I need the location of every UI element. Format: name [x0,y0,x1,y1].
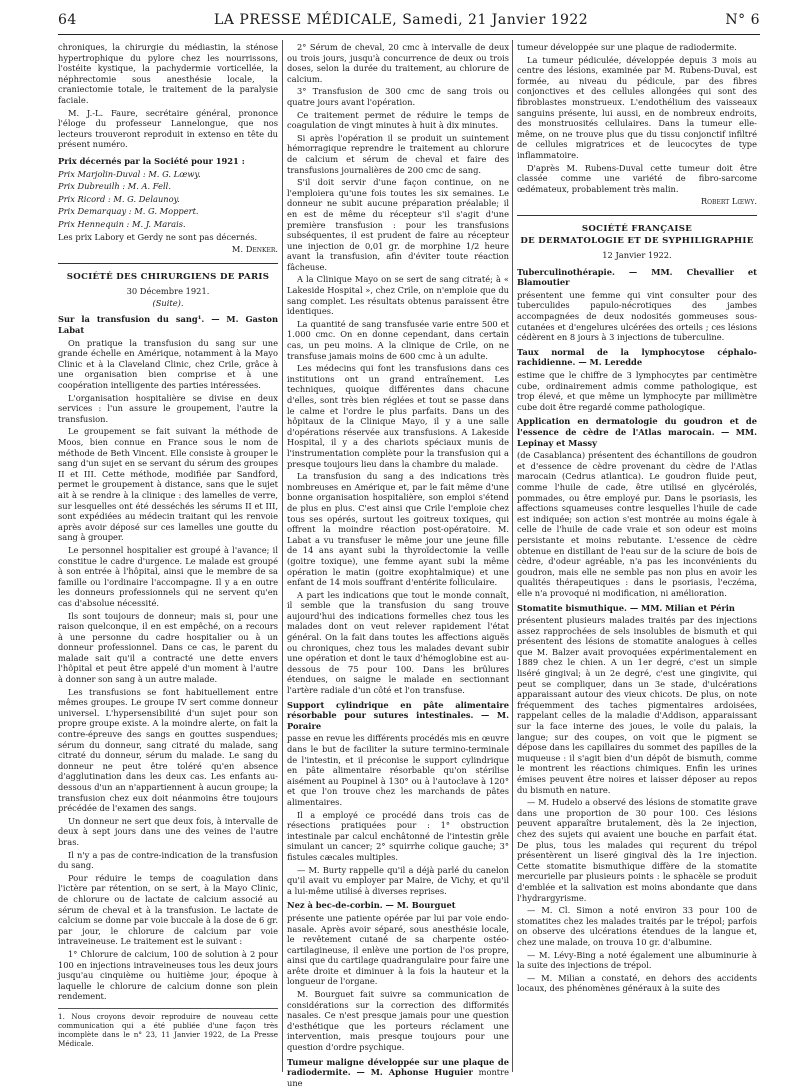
article-lead: Tumeur maligne développée sur une plaque de radiodermite. — M. Aphonse Huguier [287,1056,509,1078]
paragraph: Le personnel hospitalier est groupé à l'avance; il constitue le cadre d'urgence. Le malade est groupé à son entrée à l'hôpital, ainsi que le membre de sa famille ou l'ordinaire l'accompagne. Il y a en outre les donneurs professionnels qui ne servent qu'en cas d'absolue nécessité. [58,544,278,608]
prizes-title: Prix décernés par la Société pour 1921 : [58,155,245,166]
paragraph: — M. Milian a constaté, en dehors des accidents locaux, des phénomènes généraux à la suite des [517,972,757,994]
paragraph: L'organisation hospitalière se divise en deux services : l'un assure le groupement, l'autre la transfusion. [58,392,278,424]
paragraph: 2° Sérum de cheval, 20 cmc à intervalle de deux ou trois jours, jusqu'à concurrence de deux ou trois doses, selon la durée du traitement, au chlorure de calcium. [287,42,509,84]
article-lead: Support cylindrique en pâte alimentaire résorbable pour sutures intestinales. — M. Poraire [287,699,509,731]
paragraph: présente une patiente opérée par lui par voie endo-nasale. Après avoir séparé, sous anesthésie locale, le revêtement cutané de sa charpente ostéo-cartilagineuse, il enlève une portion de l'os propre, ainsi que du cartilage quadrangulaire pour faire une arête droite et diminuer à la fois la hauteur et la longueur de l'organe. [287,912,509,987]
paragraph: Si après l'opération il se produit un suintement hémorragique reprendre le traitement au chlorure de calcium et sérum de cheval et faire des transfusions journalières de 200 cmc de sang. [287,132,509,175]
signature: Robert Lœwy. [700,196,757,207]
paragraph: 3° Transfusion de 300 cmc de sang trois ou quatre jours avant l'opération. [287,86,509,107]
article-lead: Tuberculinothérapie. — MM. Chevallier et Blamoutier [517,266,757,288]
paragraph: Ce traitement permet de réduire le temps de coagulation de vingt minutes à huit à dix minutes. [287,109,509,131]
column-divider [282,40,283,1072]
paragraph: — M. Cl. Simon a noté environ 33 pour 100 de stomatites chez les malades traités par le trépol; parfois on observe des ulcérations étendues de la langue et, chez une malade, on trouva 10 gr. d'albumine. [517,905,757,947]
article-lead: Nez à bec-de-corbin. — M. Bourguet [287,900,456,911]
prize-item: Prix Dubreuilh : M. A. Fell. [58,181,171,192]
article-lead: Sur la transfusion du sang¹. — M. Gaston Labat [58,314,278,336]
article-lead: Stomatite bismuthique. — MM. Milian et Périn [517,602,735,613]
page-number: 64 [58,12,77,28]
column-divider [512,40,513,1072]
paragraph: On pratique la transfusion du sang sur une grande échelle en Amérique, notamment à la Mayo Clinic et à la Claveland Clinic, chez Crile, grâce à une organisation bien comprise et à une coopération intelligente des parties intéressées. [58,337,278,391]
article-lead: Application en dermatologie du goudron et de l'essence de cèdre de l'Atlas marocain. — MM. Lepinay et Massy [517,416,757,448]
paragraph: Le groupement se fait suivant la méthode de Moos, bien connue en France sous le nom de méthode de Beth Vincent. Elle consiste à grouper le sang d'un sujet en se servant du sérum des groupes II et III. Cette méthode, modifiée par Sandford, permet le groupement à distance, sans que le sujet ait à se rendre à la clinique : des lamelles de verre, sur lesquelles ont été desséchés les sérums II et III, sont expédiées au médecin traitant qui les renvoie après avoir déposé sur ces lamelles une goutte du sang à grouper. [58,426,278,543]
column-right [517,42,757,1074]
paragraph: (de Casablanca) présentent des échantillons de goudron et d'essence de cèdre provenant du cèdre de l'Atlas marocain (Cedrus atlantica). Le goudron fluide peut, comme l'huile de cade, être utilisé en glycérolés, pommades, ou être employé pur. Dans le psoriasis, les affections squameuses contre lesquelles l'huile de cade est indiquée; son action s'est montrée au moins égale à celle de l'huile de cade vraie et son odeur est moins persistante et moins rebutante. L'essence de cèdre obtenue en distillant de l'eau sur de la sciure de bois de cèdre, d'odeur agréable, n'a pas les inconvénients du goudron, mais elle ne semble pas non plus en avoir les qualités thérapeutiques : dans le psoriasis, l'eczéma, elle n'a provoqué ni modification, ni amélioration. [517,450,757,598]
society-title: SOCIÉTÉ FRANÇAISE [581,223,693,234]
paragraph: présentent une femme qui vint consulter pour des tuberculides papulo-nécrotiques des jambes accompagnées de deux nodosités gommeuses sous-cutanées et d'engelures ulcérées des orteils ; ces lésions cédèrent en 8 jours à 3 injections de tuberculine. [517,289,757,343]
paragraph: Les médecins qui font les transfusions dans ces institutions ont un grand entraînement. Les techniques, quoique différentes dans chacune d'elles, sont très bien réglées et tout se passe dans le calme et l'ordre le plus parfaits. Dans un des hôpitaux de la Clinique Mayo, il y a une salle d'opérations réservée aux transfusions. A Lakeside Hospital, il y a des chariots spéciaux munis de l'instrumentation complète pour la transfusion qui a presque toujours lieu dans la chambre du malade. [287,363,509,469]
paragraph: D'après M. Rubens-Duval cette tumeur doit être classée comme une variété de fibro-sarcome œdémateux, probablement très malin. [517,162,757,194]
paragraph: estime que le chiffre de 3 lymphocytes par centimètre cube, ordinairement admis comme pathologique, est trop élevé, et que même un lymphocyte par millimètre cube doit être regardé comme pathologique. [517,370,757,412]
journal-title: LA PRESSE MÉDICALE, Samedi, 21 Janvier 1922 [214,12,589,28]
prize-item: Les prix Labory et Gerdy ne sont pas décernés. [58,231,258,242]
paragraph: Les transfusions se font habituellement entre mêmes groupes. Le groupe IV sert comme donneur universel. L'hypersensibilité d'un sujet pour son propre groupe existe. A la moindre alerte, on fait la contre-épreuve des sangs en gouttes suspendues; sérum du donneur, sang citraté du malade, sang citraté du donneur, sérum du malade. Le sang du donneur ne peut être toléré qu'en absence d'agglutination dans les deux cas. Les enfants au-dessous d'un an n'appartiennent à aucun groupe; la transfusion chez eux doit néanmoins être toujours précédée de l'examen des sangs. [58,686,278,814]
signature: M. Denker. [231,244,278,255]
paragraph: M. Bourguet fait suivre sa communication de considérations sur la correction des difformités nasales. Ce n'est presque jamais pour une question d'esthétique que les porteurs réclament une intervention, mais presque toujours pour une question d'ordre psychique. [287,989,509,1053]
paragraph: Il n'y a pas de contre-indication de la transfusion du sang. [58,849,278,871]
paragraph: chroniques, la chirurgie du médiastin, la sténose hypertrophique du pylore chez les nourrissons, l'ostéite kystique, la pachydermie vorticellée, la néphrectomie sous anesthésie locale, la craniectomie totale, le traitement de la paralysie faciale. [58,42,278,105]
paragraph: A la Clinique Mayo on se sert de sang citraté; à « Lakeside Hospital », chez Crile, on n'emploie que du sang complet. Les résultats obtenus paraissent être identiques. [287,274,509,317]
paragraph: passe en revue les différents procédés mis en œuvre dans le but de faciliter la suture termino-terminale de l'intestin, et il préconise le support cylindrique en pâte alimentaire résorbable qu'on stérilise aisément au Poupinel à 130° ou à l'autoclave à 120° et que l'on trouve chez les marchands de pâtes alimentaires. [287,733,509,807]
paragraph: tumeur développée sur une plaque de radiodermite. [517,42,737,52]
paragraph: La quantité de sang transfusée varie entre 500 et 1.000 cmc. On en donne cependant, dans certain cas, un peu moins. A la clinique de Crile, on ne transfuse jamais moins de 600 cmc à un adulte. [287,318,509,361]
society-subtitle: DE DERMATOLOGIE ET DE SYPHILIGRAPHIE [520,235,754,246]
section-rule [517,215,757,216]
page-header [58,12,760,32]
footnote: 1. Nous croyons devoir reproduire de nouveau cette communication qui a été publiée d'une façon très incomplète dans le n° 23, 11 Janvier 1922, de La Presse Médicale. [58,1008,278,1048]
issue-number: N° 6 [725,12,760,28]
paragraph: — M. Burty rappelle qu'il a déjà parlé du canelon qu'il avait vu employer par Maire, de Vichy, et qu'il a lui-même utilisé à diverses reprises. [287,864,509,896]
article-lead-rest: montre une [287,1067,509,1088]
article-lead: Taux normal de la lymphocytose céphalo-rachidienne. — M. Leredde [517,346,757,368]
society-title: SOCIÉTÉ DES CHIRURGIENS DE PARIS [66,271,270,282]
prize-item: Prix Hennequin : M. J. Marais. [58,218,186,229]
paragraph: La transfusion du sang a des indications très nombreuses en Amérique et, par le fait même d'une bonne organisation hospitalière, son emploi s'étend de plus en plus. C'est ainsi que Crile l'emploie chez tous ses opérés, surtout les goitreux toxiques, qui offrent la moindre réaction post-opératoire. M. Labat a vu transfuser le même jour une jeune fille de 14 ans ayant subi la thyroïdectomie la veille (goitre toxique), une femme ayant subi la même opération le matin (goitre exophtalmique) et une enfant de 14 mois souffrant d'entérite folliculaire. [287,471,509,588]
paragraph: M. J.-L. Faure, secrétaire général, prononce l'éloge du professeur Lannelongue, que nos lecteurs trouveront reproduit in extenso en tête du présent numéro. [58,107,278,150]
paragraph: Ils sont toujours de donneur; mais si, pour une raison quelconque, il en est empêché, on a recours à une personne du cadre hospitalier ou à un donneur professionnel. Dans ce cas, le parent du malade sait qu'il a contracté une dette envers l'hôpital et peut être appelé d'un moment à l'autre à donner son sang à un autre malade. [58,610,278,685]
prize-item: Prix Ricord : M. G. Delaunoy. [58,193,180,204]
paragraph: Pour réduire le temps de coagulation dans l'ictère par rétention, on se sert, à la Mayo Clinic, de chlorure ou de lactate de calcium associé au sérum de cheval et à la transfusion. Le lactate de calcium se donne par voie buccale à la dose de 6 gr. par jour, le chlorure de calcium par voie intraveineuse. Le traitement est le suivant : [58,872,278,947]
paragraph: Il a employé ce procédé dans trois cas de résections pratiquées pour : 1° obstruction intestinale par calcul enchâtonné de l'intestin grêle simulant un cancer; 2° squirrhe colique gauche; 3° fistules cæcales multiples. [287,809,509,862]
prize-item: Prix Marjolin-Duval : M. G. Lœwy. [58,168,201,179]
paragraph: La tumeur pédiculée, développée depuis 3 mois au centre des lésions, examinée par M. Rubens-Duval, est formée, au niveau du pédicule, par des fibres conjonctives et des cellules allongées qui sont des fibroblastes monstrueux. L'endothélium des vaisseaux sanguins présente, lui aussi, en de nombreux endroits, des monstruosités cellulaires. Dans la tumeur elle-même, on ne trouve plus que du tissu conjonctif infiltré de cellules migratrices et de leucocytes de type inflammatoire. [517,54,757,160]
paragraph: présentent plusieurs malades traités par des injections assez rapprochées de sels insolubles de bismuth et qui présentent des lésions de stomatite analogues à celles que M. Balzer avait provoquées expérimentalement en 1889 chez le chien. A un 1er degré, c'est un simple liséré gingival; à un 2e degré, c'est une gingivite, qui peut se compliquer, dans un 3e stade, d'ulcérations apparaissant autour des vieux chicots. De plus, on note fréquemment des taches pigmentaires ardoisées, rappelant celles de la maladie d'Addison, apparaissant sur la face interne des joues, le voile du palais, la langue; sur des coupes, on voit que le pigment se dépose dans les capillaires du sommet des papilles de la muqueuse : il s'agit bien d'un dépôt de bismuth, comme le montrent les réactions chimiques. Enfin les urines émises peuvent être noires et laisser déposer au repos du bismuth en nature. [517,615,757,795]
paragraph: A part les indications que tout le monde connaît, il semble que la transfusion du sang trouve aujourd'hui des indications formelles chez tous les malades dont on veut relever rapidement l'état général. On la fait dans toutes les affections aiguës ou chroniques, chez tous les malades devant subir une opération et dont le taux d'hémoglobine est au-dessous de 75 pour 100. Dans les brûlures étendues, on saigne le malade en sectionnant l'artère radiale d'un côté et l'on transfuse. [287,589,509,696]
column-left [58,42,278,1074]
paragraph: 1° Chlorure de calcium, 100 de solution à 2 pour 100 en injections intraveineuses tous les deux jours jusqu'au cinquième ou huitième jour, époque à laquelle le chlorure de calcium donne son plein rendement. [58,948,278,1002]
prize-list [58,156,278,242]
header-rule [58,34,760,35]
column-middle [287,42,509,1088]
prize-item: Prix Demarquay : M. G. Moppert. [58,206,199,217]
paragraph: — M. Hudelo a observé des lésions de stomatite grave dans une proportion de 30 pour 100. Ces lésions peuvent apparaître brutalement, dès la 2e injection, chez des sujets qui avaient une bouche en parfait état. De plus, tous les malades qui reçurent du trépol présentèrent un liseré gingival dès la 1re injection. Cette stomatite bismuthique diffère de la stomatite mercurielle par plusieurs points : le sphacèle se produit d'emblée et la salivation est moins abondante que dans l'hydrargyrisme. [517,797,757,903]
session-suite: (Suite). [152,297,184,308]
paragraph: S'il doit servir d'une façon continue, on ne l'emploiera qu'une fois toutes les six semaines. Le donneur ne subit aucune préparation préalable; il en est de même du récepteur s'il s'agit d'une première transfusion : pour les transfusions subséquentes, il est prudent de faire au récepteur une injection de 0,01 gr. de morphine 1/2 heure avant la transfusion, afin d'éviter toute réaction fâcheuse. [287,177,509,272]
session-date: 30 Décembre 1921. [126,286,210,297]
paragraph: Un donneur ne sert que deux fois, à intervalle de deux à sept jours dans une des veines de l'autre bras. [58,815,278,847]
section-rule [58,263,278,264]
session-date: 12 Janvier 1922. [602,250,672,261]
paragraph: — M. Lévy-Bing a noté également une albuminurie à la suite des injections de trépol. [517,949,757,971]
